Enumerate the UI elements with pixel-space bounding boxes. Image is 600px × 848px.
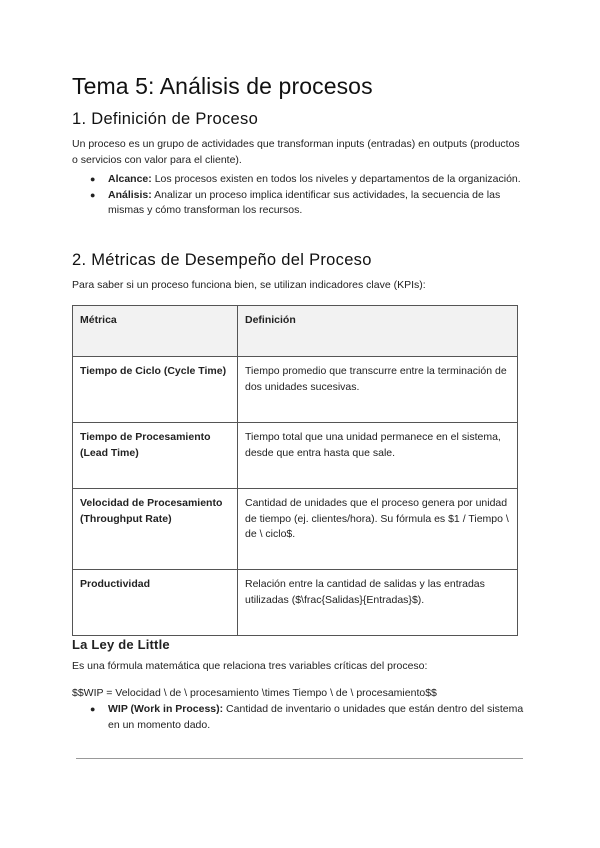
metric-name-cell: Velocidad de Procesamiento (Throughput Rate) bbox=[73, 489, 238, 570]
list-item bbox=[72, 172, 528, 188]
bullet-text: Analizar un proceso implica identificar sus actividades, la secuencia de las mismas y cómo transforman los recursos. bbox=[108, 188, 501, 216]
metric-definition-cell: Tiempo promedio que transcurre entre la terminación de dos unidades sucesivas. bbox=[238, 357, 518, 423]
table-header-cell: Métrica bbox=[73, 306, 238, 357]
section3-bullet-list bbox=[72, 702, 528, 733]
bullet-text: Los procesos existen en todos los niveles y departamentos de la organización. bbox=[151, 173, 521, 185]
section1-intro: Un proceso es un grupo de actividades que transforman inputs (entradas) en outputs (productos o servicios con valor para el cliente). bbox=[72, 138, 520, 166]
section1-bullet-list bbox=[72, 172, 528, 219]
metrics-table bbox=[72, 305, 518, 636]
section2-heading: 2. Métricas de Desempeño del Proceso bbox=[72, 251, 372, 269]
list-item bbox=[72, 188, 528, 219]
little-law-formula: $$WIP = Velocidad \ de \ procesamiento \times Tiempo \ de \ procesamiento$$ bbox=[72, 687, 437, 699]
section1-heading: 1. Definición de Proceso bbox=[72, 110, 259, 128]
table-row bbox=[73, 357, 518, 423]
metric-definition-cell: Cantidad de unidades que el proceso genera por unidad de tiempo (ej. clientes/hora). Su fórmula es $1 / Tiempo \ de \ ciclo$. bbox=[238, 489, 518, 570]
bullet-icon: ● bbox=[90, 704, 96, 714]
table-row bbox=[73, 570, 518, 636]
bullet-term: Análisis: bbox=[108, 188, 152, 201]
section3-intro: Es una fórmula matemática que relaciona tres variables críticas del proceso: bbox=[72, 660, 428, 672]
list-item bbox=[72, 702, 528, 733]
section3-heading: La Ley de Little bbox=[72, 637, 170, 652]
table-header-row bbox=[73, 306, 518, 357]
bullet-term: WIP (Work in Process): bbox=[108, 703, 224, 715]
table-header-cell: Definición bbox=[238, 306, 518, 357]
bullet-icon: ● bbox=[90, 189, 96, 200]
page-title: Tema 5: Análisis de procesos bbox=[72, 73, 373, 99]
bullet-text: Cantidad de inventario o unidades que están dentro del sistema en un momento dado. bbox=[108, 703, 524, 731]
metric-name-cell: Productividad bbox=[73, 570, 238, 636]
metric-definition-cell: Tiempo total que una unidad permanece en el sistema, desde que entra hasta que sale. bbox=[238, 423, 518, 489]
table-row bbox=[73, 489, 518, 570]
table-row bbox=[73, 423, 518, 489]
metric-name-cell: Tiempo de Ciclo (Cycle Time) bbox=[73, 357, 238, 423]
bullet-icon: ● bbox=[90, 174, 96, 184]
bullet-term: Alcance: bbox=[108, 173, 152, 185]
horizontal-divider bbox=[76, 758, 523, 759]
metric-definition-cell: Relación entre la cantidad de salidas y las entradas utilizadas ($\frac{Salidas}{Entradas}$). bbox=[238, 570, 518, 636]
section2-intro: Para saber si un proceso funciona bien, se utilizan indicadores clave (KPIs): bbox=[72, 279, 426, 291]
metric-name-cell: Tiempo de Procesamiento (Lead Time) bbox=[73, 423, 238, 489]
